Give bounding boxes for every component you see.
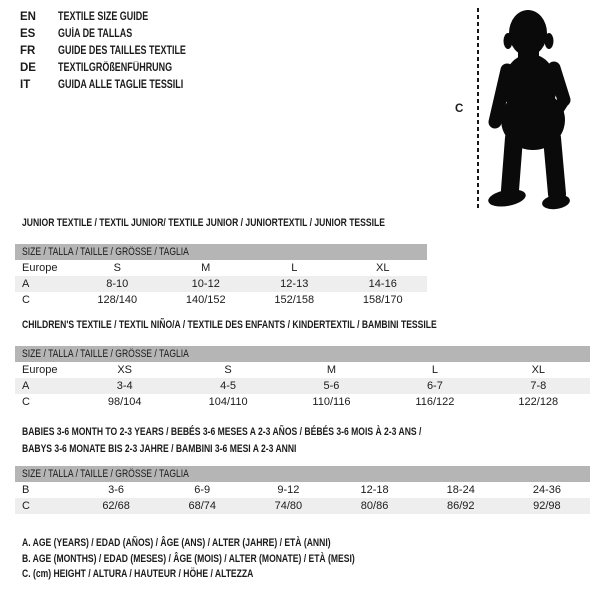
height-cell: 110/116 xyxy=(312,396,351,408)
size-header-bar xyxy=(15,346,590,362)
size-cell: XL xyxy=(376,262,390,274)
legend-footnotes xyxy=(22,536,449,583)
guide-title-en: TEXTILE SIZE GUIDE xyxy=(58,11,149,23)
age-cell: 5-6 xyxy=(323,380,340,392)
language-code: DE xyxy=(20,62,36,74)
language-row-fr xyxy=(20,43,222,60)
size-header-label: SIZE / TALLA / TAILLE / GRÖSSE / TAGLIA xyxy=(22,246,189,258)
toddler-silhouette-image xyxy=(482,8,578,212)
language-code: EN xyxy=(20,11,36,23)
height-measure-dashed-line xyxy=(477,8,479,208)
junior-table-title: JUNIOR TEXTILE / TEXTIL JUNIOR/ TEXTILE JUNIOR / JUNIORTEXTIL / JUNIOR TESSILE xyxy=(22,217,385,229)
babies-table-title-line1: BABIES 3-6 MONTH TO 2-3 YEARS / BEBÉS 3-6 MESES A 2-3 AÑOS / BÉBÉS 3-6 MOIS À 2-3 ANS / xyxy=(22,426,422,438)
row-label: C xyxy=(22,294,30,306)
age-cell: 10-12 xyxy=(191,278,220,290)
table-row xyxy=(15,292,427,308)
table-row xyxy=(15,394,590,410)
size-header-label: SIZE / TALLA / TAILLE / GRÖSSE / TAGLIA xyxy=(22,348,189,360)
guide-title-it: GUIDA ALLE TAGLIE TESSILI xyxy=(58,79,184,91)
language-code: IT xyxy=(20,79,31,91)
language-code: ES xyxy=(20,28,36,40)
footnote-c: C. (cm) HEIGHT / ALTURA / HAUTEUR / HÖHE / ALTEZZA xyxy=(22,568,254,580)
age-cell: 7-8 xyxy=(530,380,547,392)
height-cell: 128/140 xyxy=(97,294,138,306)
size-header-label: SIZE / TALLA / TAILLE / GRÖSSE / TAGLIA xyxy=(22,468,189,480)
months-cell: 6-9 xyxy=(194,484,211,496)
language-row-es xyxy=(20,26,222,43)
size-cell: M xyxy=(201,262,211,274)
table-row xyxy=(15,362,590,378)
guide-title-de: TEXTILGRÖßENFÜHRUNG xyxy=(58,62,173,74)
age-cell: 8-10 xyxy=(106,278,129,290)
height-cell: 158/170 xyxy=(362,294,403,306)
language-row-de xyxy=(20,60,222,77)
language-title-list xyxy=(20,9,222,94)
height-cell: 98/104 xyxy=(107,396,142,408)
row-label: B xyxy=(22,484,30,496)
row-label: Europe xyxy=(22,364,58,376)
size-cell: L xyxy=(431,364,438,376)
height-cell: 86/92 xyxy=(446,500,475,512)
size-cell: XS xyxy=(117,364,133,376)
guide-title-es: GUÍA DE TALLAS xyxy=(58,28,133,40)
footnote-b: B. AGE (MONTHS) / EDAD (MESES) / ÂGE (MOIS) / ALTER (MONATE) / ETÀ (MESI) xyxy=(22,552,355,565)
language-row-en xyxy=(20,9,222,26)
height-cell: 152/158 xyxy=(274,294,315,306)
children-table-title: CHILDREN'S TEXTILE / TEXTIL NIÑO/A / TEXTILE DES ENFANTS / KINDERTEXTIL / BAMBINI TESSILE xyxy=(22,319,437,331)
size-cell: L xyxy=(291,262,298,274)
row-label: A xyxy=(22,278,30,290)
height-cell: 140/152 xyxy=(185,294,226,306)
language-code: FR xyxy=(20,45,36,57)
table-row xyxy=(15,276,427,292)
size-header-bar xyxy=(15,466,590,482)
height-cell: 74/80 xyxy=(274,500,303,512)
height-measure-label: C xyxy=(455,103,464,115)
height-cell: 122/128 xyxy=(518,396,559,408)
months-cell: 9-12 xyxy=(277,484,300,496)
height-cell: 92/98 xyxy=(533,500,561,512)
row-label: Europe xyxy=(22,262,58,274)
height-cell: 80/86 xyxy=(360,500,389,512)
height-cell: 62/68 xyxy=(102,500,130,512)
table-row xyxy=(15,378,590,394)
months-cell: 24-36 xyxy=(532,484,561,496)
age-cell: 12-13 xyxy=(280,278,309,290)
footnote-a: A. AGE (YEARS) / EDAD (AÑOS) / ÂGE (ANS) / ALTER (JAHRE) / ETÀ (ANNI) xyxy=(22,537,331,549)
table-row xyxy=(15,482,590,498)
height-cell: 68/74 xyxy=(188,500,216,512)
height-cell: 104/110 xyxy=(208,396,248,408)
size-cell: S xyxy=(113,262,121,274)
table-row xyxy=(15,498,590,514)
row-label: C xyxy=(22,396,30,408)
months-cell: 3-6 xyxy=(108,484,125,496)
height-cell: 116/122 xyxy=(415,396,455,408)
age-cell: 14-16 xyxy=(368,278,397,290)
row-label: A xyxy=(22,380,30,392)
size-cell: XL xyxy=(531,364,546,376)
size-cell: M xyxy=(326,364,337,376)
table-row xyxy=(15,260,427,276)
months-cell: 12-18 xyxy=(360,484,389,496)
age-cell: 6-7 xyxy=(426,380,443,392)
language-row-it xyxy=(20,77,222,94)
babies-table-title-line2: BABYS 3-6 MONATE BIS 2-3 JAHRE / BAMBINI 3-6 MESI A 2-3 ANNI xyxy=(22,443,297,455)
size-cell: S xyxy=(224,364,232,376)
months-cell: 18-24 xyxy=(446,484,475,496)
age-cell: 4-5 xyxy=(220,380,237,392)
row-label: C xyxy=(22,500,30,512)
guide-title-fr: GUIDE DES TAILLES TEXTILE xyxy=(58,45,186,57)
size-header-bar xyxy=(15,244,427,260)
age-cell: 3-4 xyxy=(116,380,133,392)
